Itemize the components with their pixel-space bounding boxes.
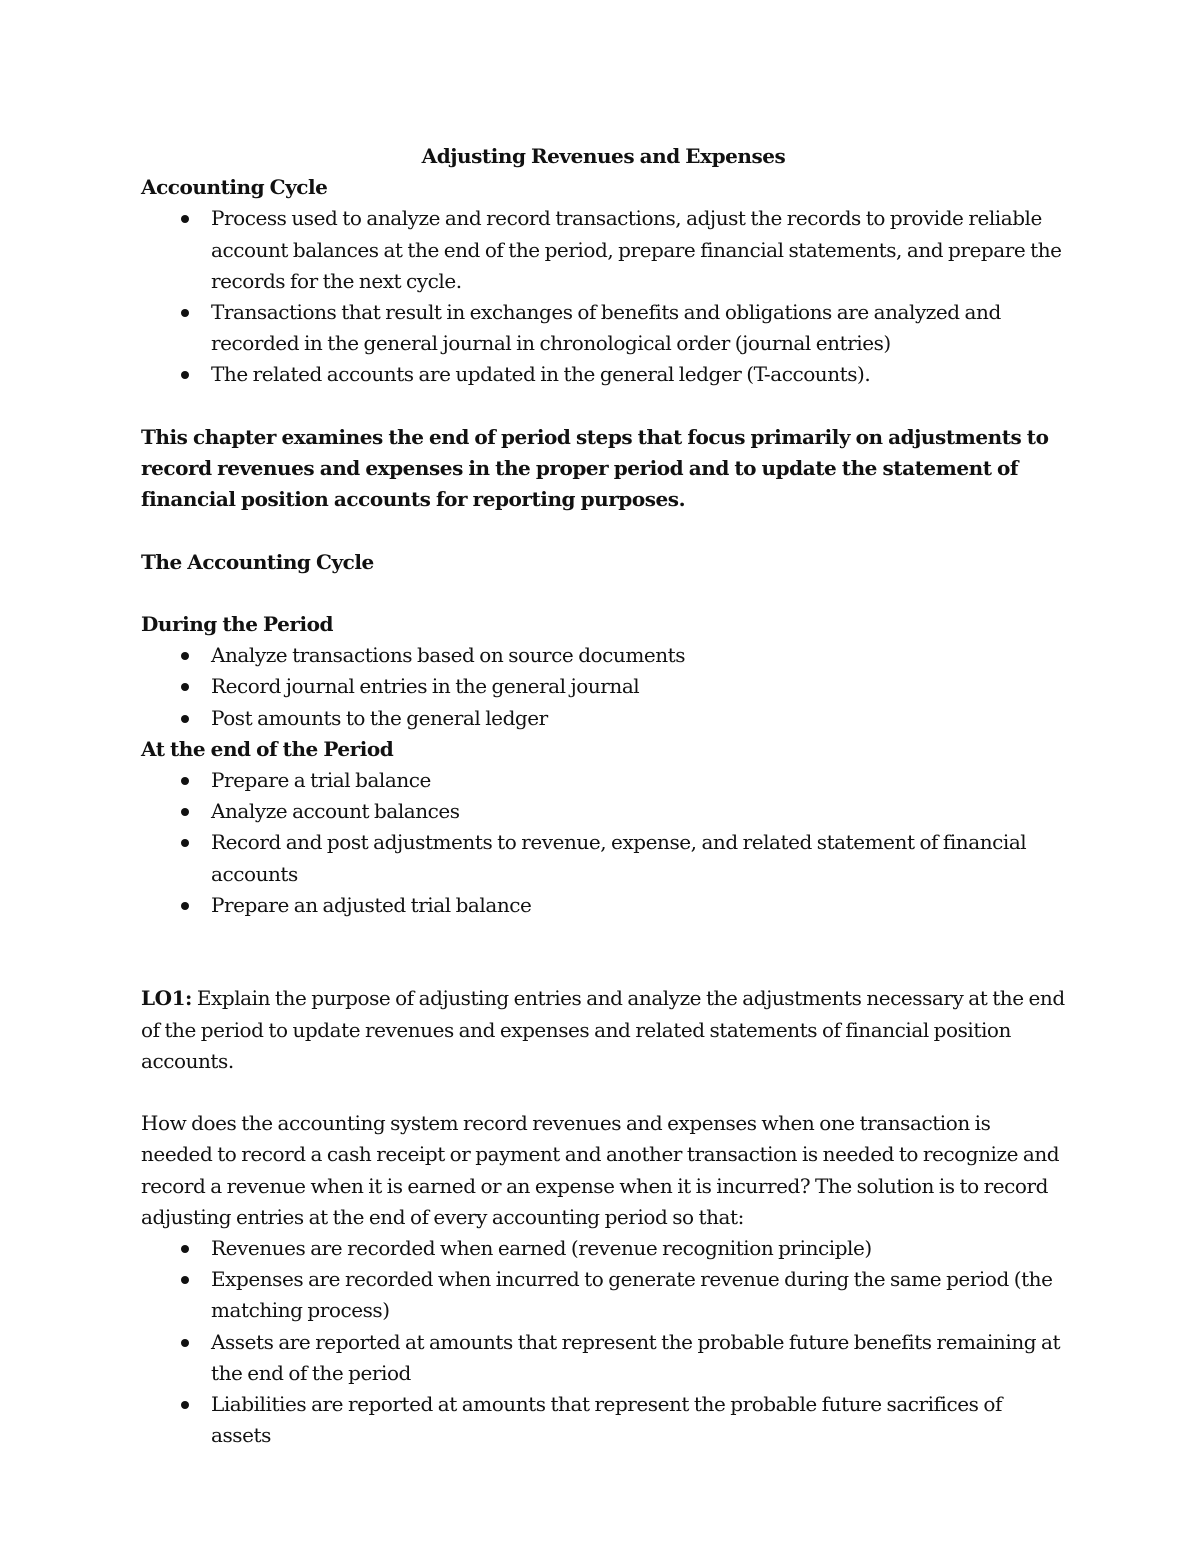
lo1-label: LO1: bbox=[141, 986, 192, 1011]
end-period-heading: At the end of the Period bbox=[141, 736, 394, 761]
lo1-text: Explain the purpose of adjusting entries and analyze the adjustments necessary at the end of the period to update revenues and expenses and related statements of financial position accounts. bbox=[141, 986, 1065, 1073]
during-period-list bbox=[141, 640, 1066, 734]
list-item: Prepare a trial balance bbox=[141, 765, 1066, 796]
list-item: Analyze account balances bbox=[141, 796, 1066, 827]
list-item: The related accounts are updated in the general ledger (T-accounts). bbox=[141, 359, 1066, 390]
cycle-heading: The Accounting Cycle bbox=[141, 549, 374, 574]
document-body bbox=[141, 141, 1066, 1451]
during-period-heading: During the Period bbox=[141, 611, 334, 636]
accounting-cycle-list bbox=[141, 203, 1066, 390]
chapter-note: This chapter examines the end of period steps that focus primarily on adjustments to record revenues and expenses in the proper period and to update the statement of financial position accounts for reporting purposes. bbox=[141, 424, 1049, 512]
list-item: Process used to analyze and record transactions, adjust the records to provide reliable account balances at the end of the period, prepare financial statements, and prepare the records for the next cycle. bbox=[141, 203, 1066, 297]
list-item: Record journal entries in the general journal bbox=[141, 671, 1066, 702]
accounting-cycle-heading: Accounting Cycle bbox=[141, 175, 328, 200]
spacer bbox=[141, 1077, 1066, 1108]
list-item: Transactions that result in exchanges of benefits and obligations are analyzed and recorded in the general journal in chronological order (journal entries) bbox=[141, 297, 1066, 359]
spacer bbox=[141, 578, 1066, 609]
solution-list bbox=[141, 1233, 1066, 1451]
spacer bbox=[141, 391, 1066, 422]
list-item: Assets are reported at amounts that represent the probable future benefits remaining at the end of the period bbox=[141, 1327, 1066, 1389]
list-item: Liabilities are reported at amounts that represent the probable future sacrifices of assets bbox=[141, 1389, 1066, 1451]
spacer bbox=[141, 921, 1066, 983]
lo1-paragraph bbox=[141, 983, 1066, 1077]
list-item: Analyze transactions based on source documents bbox=[141, 640, 1066, 671]
document-title: Adjusting Revenues and Expenses bbox=[421, 144, 786, 168]
list-item: Prepare an adjusted trial balance bbox=[141, 890, 1066, 921]
question-paragraph: How does the accounting system record revenues and expenses when one transaction is needed to record a cash receipt or payment and another transaction is needed to recognize and record a revenue when it is earned or an expense when it is incurred? The solution is to record adjusting entries at the end of every accounting period so that: bbox=[141, 1111, 1060, 1229]
spacer bbox=[141, 515, 1066, 546]
end-period-list bbox=[141, 765, 1066, 921]
list-item: Post amounts to the general ledger bbox=[141, 703, 1066, 734]
list-item: Revenues are recorded when earned (revenue recognition principle) bbox=[141, 1233, 1066, 1264]
list-item: Record and post adjustments to revenue, expense, and related statement of financial accounts bbox=[141, 827, 1066, 889]
list-item: Expenses are recorded when incurred to generate revenue during the same period (the matching process) bbox=[141, 1264, 1066, 1326]
